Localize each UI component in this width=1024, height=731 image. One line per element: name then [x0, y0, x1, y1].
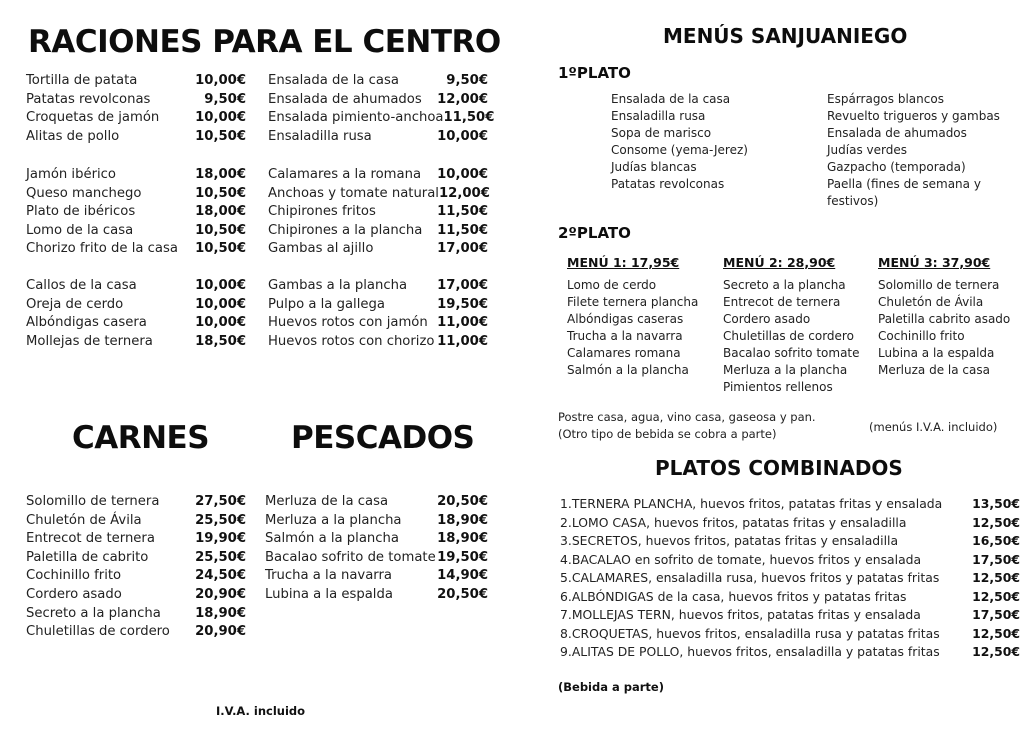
combinado-name: 9.ALITAS DE POLLO, huevos fritos, ensaladilla y patatas fritas — [560, 644, 940, 659]
item-name: Chorizo frito de la casa — [26, 241, 178, 257]
combinado-row — [560, 514, 1020, 532]
list-item: Chuletón de Ávila — [878, 295, 984, 309]
item-name: Cochinillo frito — [26, 568, 122, 584]
menu-item-row — [26, 586, 246, 605]
menu-item-row — [265, 530, 488, 549]
item-price: 18,90€ — [437, 512, 488, 528]
combinado-price: 12,50€ — [972, 570, 1020, 585]
item-name: Bacalao sofrito de tomate — [265, 549, 436, 565]
item-price: 10,50€ — [195, 128, 246, 144]
item-price: 20,50€ — [437, 494, 488, 509]
primer-plato-label: 1ºPLATO — [558, 64, 631, 82]
combinado-price: 17,50€ — [972, 551, 1020, 567]
item-price: 10,00€ — [195, 73, 246, 88]
item-name: Pulpo a la gallega — [268, 296, 385, 312]
list-item: Chuletillas de cordero — [723, 329, 854, 343]
list-item: Lomo de cerdo — [567, 278, 657, 292]
menu-item-row — [268, 91, 488, 110]
item-name: Plato de ibéricos — [26, 204, 136, 220]
item-price: 25,50€ — [195, 512, 246, 528]
menu-includes-line2: (Otro tipo de bebida se cobra a parte) — [558, 427, 777, 441]
list-item: Entrecot de ternera — [723, 295, 841, 309]
item-name: Gambas a la plancha — [268, 278, 408, 293]
list-item: Filete ternera plancha — [567, 295, 699, 309]
menu-3-items — [878, 277, 1010, 379]
item-name: Queso manchego — [26, 185, 142, 201]
combinado-row — [560, 532, 1020, 550]
item-price: 20,90€ — [195, 624, 246, 640]
item-price: 18,00€ — [195, 204, 246, 220]
item-price: 18,90€ — [437, 531, 488, 547]
item-price: 10,00€ — [195, 110, 246, 126]
list-item: Ensalada de la casa — [611, 92, 731, 106]
item-price: 19,90€ — [195, 531, 246, 547]
list-item: Paella (fines de semana y — [827, 177, 981, 191]
item-price: 14,90€ — [437, 568, 488, 584]
list-item: Lubina a la espalda — [878, 346, 995, 360]
item-name: Ensalada de la casa — [268, 73, 399, 88]
menu-item-row — [26, 512, 246, 531]
menu-1-items — [567, 277, 698, 379]
combinado-price: 17,50€ — [972, 607, 1020, 622]
list-item: Solomillo de ternera — [878, 278, 1000, 292]
list-item: Cordero asado — [723, 312, 811, 326]
item-price: 18,50€ — [195, 333, 246, 349]
list-item: Merluza a la plancha — [723, 363, 848, 377]
combinado-name: 7.MOLLEJAS TERN, huevos fritos, patatas fritas y ensalada — [560, 607, 921, 622]
primer-plato-col2 — [827, 91, 1000, 210]
menu-item-row — [26, 314, 246, 333]
item-price: 10,00€ — [195, 315, 246, 331]
list-item: festivos) — [827, 194, 879, 208]
item-price: 20,90€ — [195, 587, 246, 602]
menu-1-title: MENÚ 1: 17,95€ — [567, 255, 680, 270]
combinado-name: 3.SECRETOS, huevos fritos, patatas fritas y ensaladilla — [560, 533, 899, 548]
menu-item-row — [268, 128, 488, 147]
item-name: Chuletón de Ávila — [26, 512, 142, 528]
combinado-row — [560, 551, 1020, 569]
menu-item-row — [26, 240, 246, 259]
item-price: 27,50€ — [195, 494, 246, 509]
item-name: Cordero asado — [26, 587, 122, 602]
item-price: 20,50€ — [437, 587, 488, 602]
primer-plato-col1 — [611, 91, 748, 193]
item-name: Patatas revolconas — [26, 91, 151, 107]
item-price: 18,00€ — [195, 167, 246, 182]
menu-item-row — [268, 72, 488, 91]
item-price: 10,00€ — [437, 128, 488, 144]
item-name: Lubina a la espalda — [265, 587, 393, 602]
item-name: Paletilla de cabrito — [26, 549, 149, 565]
combinado-price: 12,50€ — [972, 644, 1020, 659]
menu-item-row — [268, 166, 488, 185]
item-name: Anchoas y tomate natural — [268, 185, 439, 201]
list-item: Merluza de la casa — [878, 363, 990, 377]
item-price: 18,90€ — [195, 605, 246, 621]
combinado-row — [560, 495, 1020, 513]
combinado-price: 13,50€ — [972, 496, 1020, 511]
list-item: Sopa de marisco — [611, 126, 712, 140]
item-name: Trucha a la navarra — [265, 568, 393, 584]
menu-item-row — [265, 549, 488, 568]
menu-item-row — [268, 109, 495, 128]
item-price: 9,50€ — [446, 73, 488, 88]
item-price: 11,50€ — [443, 110, 495, 126]
list-item: Patatas revolconas — [611, 177, 725, 191]
menu-3-title: MENÚ 3: 37,90€ — [878, 255, 991, 270]
menu-item-row — [26, 166, 246, 185]
combinado-name: 5.CALAMARES, ensaladilla rusa, huevos fritos y patatas fritas — [560, 570, 940, 585]
combinado-price: 16,50€ — [972, 533, 1020, 548]
item-name: Lomo de la casa — [26, 222, 134, 238]
item-price: 19,50€ — [437, 549, 488, 565]
menu-item-row — [268, 314, 488, 333]
item-name: Secreto a la plancha — [26, 605, 161, 621]
iva-note: I.V.A. incluido — [216, 704, 306, 718]
menu-item-row — [26, 296, 246, 315]
list-item: Espárragos blancos — [827, 92, 944, 106]
bebida-note: (Bebida a parte) — [558, 680, 664, 694]
menu-item-row — [268, 222, 488, 241]
item-name: Ensalada pimiento-anchoa — [268, 110, 444, 126]
item-price: 11,00€ — [437, 333, 488, 349]
combinado-row — [560, 569, 1020, 587]
menu-includes-line1: Postre casa, agua, vino casa, gaseosa y pan. — [558, 410, 816, 424]
menu-item-row — [26, 277, 246, 296]
item-name: Chuletillas de cordero — [26, 624, 170, 640]
item-price: 11,50€ — [437, 222, 488, 238]
menu-item-row — [26, 91, 246, 110]
menu-item-row — [26, 203, 246, 222]
list-item: Cochinillo frito — [878, 329, 965, 343]
combinado-row — [560, 606, 1020, 624]
list-item: Albóndigas caseras — [567, 312, 684, 326]
list-item: Calamares romana — [567, 346, 681, 360]
item-name: Callos de la casa — [26, 278, 137, 293]
item-price: 19,50€ — [437, 296, 488, 312]
list-item: Revuelto trigueros y gambas — [827, 109, 1000, 123]
list-item: Paletilla cabrito asado — [878, 312, 1011, 326]
item-name: Mollejas de ternera — [26, 333, 153, 349]
item-name: Ensaladilla rusa — [268, 128, 372, 144]
item-name: Solomillo de ternera — [26, 494, 160, 509]
combinado-name: 4.BACALAO en sofrito de tomate, huevos fritos y ensalada — [560, 551, 922, 567]
segundo-plato-label: 2ºPLATO — [558, 224, 631, 242]
menu-item-row — [268, 277, 488, 296]
pescados-title: PESCADOS — [291, 420, 475, 456]
menu-item-row — [265, 493, 488, 512]
item-price: 10,50€ — [195, 185, 246, 201]
menu-item-row — [265, 512, 488, 531]
menu-item-row — [26, 623, 246, 642]
list-item: Secreto a la plancha — [723, 278, 846, 292]
list-item: Judías verdes — [827, 143, 907, 157]
combinado-name: 6.ALBÓNDIGAS de la casa, huevos fritos y patatas fritas — [560, 588, 907, 604]
combinado-price: 12,50€ — [972, 514, 1020, 530]
menu-item-row — [265, 586, 488, 605]
list-item: Bacalao sofrito tomate — [723, 346, 860, 360]
menu-item-row — [268, 185, 488, 204]
list-item: Gazpacho (temporada) — [827, 160, 966, 174]
item-name: Calamares a la romana — [268, 167, 422, 182]
combinado-row — [560, 625, 1020, 643]
item-price: 24,50€ — [195, 568, 246, 584]
combinado-price: 12,50€ — [972, 588, 1020, 604]
menu-item-row — [265, 567, 488, 586]
item-price: 11,00€ — [437, 315, 488, 331]
item-name: Merluza de la casa — [265, 494, 389, 509]
list-item: Trucha a la navarra — [567, 329, 683, 343]
list-item: Consome (yema-Jerez) — [611, 143, 748, 157]
menu-item-row — [26, 567, 246, 586]
menu-item-row — [26, 222, 246, 241]
item-price: 17,00€ — [437, 278, 488, 293]
list-item: Judías blancas — [611, 160, 697, 174]
item-price: 25,50€ — [195, 549, 246, 565]
combinados-title: PLATOS COMBINADOS — [655, 456, 903, 480]
menu-item-row — [268, 240, 488, 259]
combinado-row — [560, 588, 1020, 606]
item-name: Alitas de pollo — [26, 128, 120, 144]
menu-item-row — [26, 493, 246, 512]
item-name: Entrecot de ternera — [26, 531, 155, 547]
item-name: Ensalada de ahumados — [268, 91, 422, 107]
menu-item-row — [26, 605, 246, 624]
item-price: 10,50€ — [195, 222, 246, 238]
menu-iva-note: (menús I.V.A. incluido) — [869, 420, 998, 434]
item-price: 10,00€ — [195, 296, 246, 312]
item-price: 10,50€ — [195, 241, 246, 257]
menu-item-row — [26, 185, 246, 204]
menu-item-row — [26, 333, 246, 352]
item-price: 17,00€ — [437, 241, 488, 257]
carnes-title: CARNES — [72, 420, 210, 456]
item-name: Croquetas de jamón — [26, 110, 160, 126]
menu-item-row — [26, 549, 246, 568]
menu-item-row — [26, 530, 246, 549]
combinado-row — [560, 643, 1020, 661]
item-name: Oreja de cerdo — [26, 296, 124, 312]
item-name: Huevos rotos con jamón — [268, 315, 428, 331]
item-name: Huevos rotos con chorizo — [268, 333, 435, 349]
combinado-name: 2.LOMO CASA, huevos fritos, patatas fritas y ensaladilla — [560, 514, 907, 530]
item-name: Jamón ibérico — [26, 167, 116, 182]
menu-2-items — [723, 277, 860, 396]
menu-item-row — [268, 296, 488, 315]
item-price: 11,50€ — [437, 204, 488, 220]
item-name: Chipirones a la plancha — [268, 222, 423, 238]
item-name: Gambas al ajillo — [268, 241, 374, 257]
item-name: Albóndigas casera — [26, 315, 147, 331]
item-name: Tortilla de patata — [26, 73, 138, 88]
item-price: 10,00€ — [195, 278, 246, 293]
list-item: Salmón a la plancha — [567, 363, 689, 377]
raciones-title: RACIONES PARA EL CENTRO — [28, 24, 501, 60]
menu-item-row — [26, 109, 246, 128]
item-name: Salmón a la plancha — [265, 531, 399, 547]
combinado-price: 12,50€ — [972, 625, 1020, 641]
item-price: 12,00€ — [437, 91, 488, 107]
combinado-name: 1.TERNERA PLANCHA, huevos fritos, patatas fritas y ensalada — [560, 496, 943, 511]
item-name: Merluza a la plancha — [265, 512, 402, 528]
menu-item-row — [26, 72, 246, 91]
combinado-name: 8.CROQUETAS, huevos fritos, ensaladilla rusa y patatas fritas — [560, 625, 940, 641]
item-price: 12,00€ — [438, 185, 490, 201]
menu-item-row — [26, 128, 246, 147]
list-item: Pimientos rellenos — [723, 380, 833, 394]
list-item: Ensaladilla rusa — [611, 109, 706, 123]
menu-item-row — [268, 203, 488, 222]
item-price: 10,00€ — [437, 167, 488, 182]
menu-2-title: MENÚ 2: 28,90€ — [723, 255, 836, 270]
list-item: Ensalada de ahumados — [827, 126, 967, 140]
menus-title: MENÚS SANJUANIEGO — [663, 24, 908, 48]
menu-item-row — [268, 333, 488, 352]
item-price: 9,50€ — [204, 91, 246, 107]
item-name: Chipirones fritos — [268, 204, 376, 220]
